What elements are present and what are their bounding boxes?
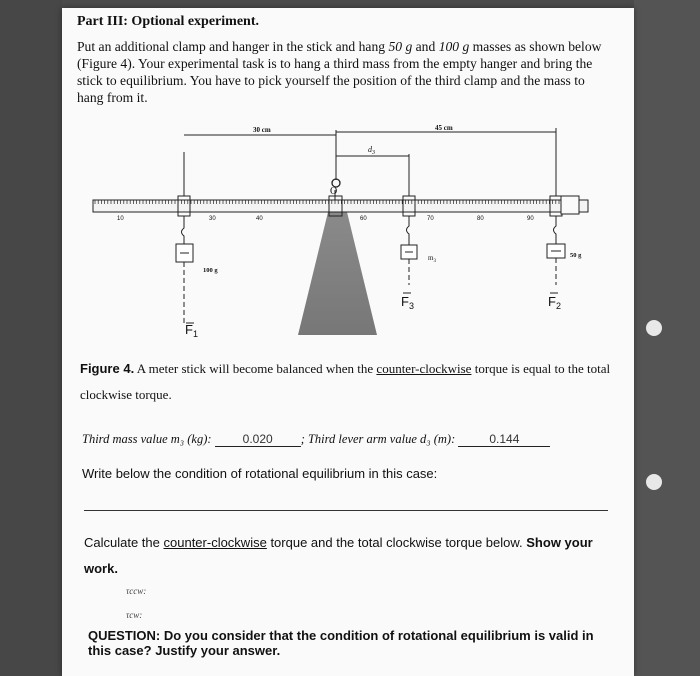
mass-label-m3: $m_3$ (428, 254, 436, 264)
dim-label-d3: $d_3$ (368, 145, 375, 156)
write-prompt: Write below the condition of rotational equilibrium in this case: (82, 466, 438, 481)
scroll-dot (646, 474, 662, 490)
pivot-label: O (330, 186, 338, 197)
tau-cw-note: τcw: (126, 610, 143, 620)
right-background (634, 0, 700, 676)
hanger-right (554, 216, 557, 244)
dim-label-30: 30 cm (253, 126, 271, 134)
figure-4-diagram (85, 120, 595, 352)
hanger-left (182, 216, 185, 244)
tick-label: 30 (209, 216, 216, 222)
lever-arm-field[interactable]: 0.144 (458, 432, 550, 447)
mass-label-50: 50 g (570, 252, 582, 259)
figure-caption: Figure 4. A meter stick will become balanced when the counter-clockwise torque is equal to the total clockwise torque. (80, 361, 611, 402)
tick-label: 70 (427, 216, 434, 222)
calculate-prompt: Calculate the counter-clockwise torque and the total clockwise torque below. Show your work. (84, 535, 593, 576)
scroll-dot (646, 320, 662, 336)
stick-end-box (561, 196, 579, 214)
tick-label: 10 (117, 216, 124, 222)
tau-ccw-note: τccw: (126, 586, 147, 596)
force-label-3: $F_3$ (401, 294, 414, 311)
tick-label: 40 (256, 216, 263, 222)
question-text: QUESTION: Do you consider that the condition of rotational equilibrium is valid in this case? Justify your answer. (88, 628, 594, 658)
mass-label-100: 100 g (203, 267, 218, 274)
meter-stick (93, 200, 588, 212)
hanger-middle (407, 216, 410, 245)
third-mass-field[interactable]: 0.020 (215, 432, 301, 447)
force-label-2: $F_2$ (548, 294, 561, 311)
tick-label: 60 (360, 216, 367, 222)
instructions: Put an additional clamp and hanger in the stick and hang 50 g and 100 g masses as shown below (Figure 4). Your experimental task is to hang a third mass from the empty hanger and bring the stick to equilibrium. You have to pick yourself the position of the third clamp and the mass to hang from it. (77, 39, 602, 105)
tick-label: 90 (527, 216, 534, 222)
tick-label: 80 (477, 216, 484, 222)
left-background (0, 0, 62, 676)
dim-label-45: 45 cm (435, 124, 453, 132)
force-label-1: $F_1$ (185, 322, 198, 339)
pivot-stand (298, 212, 377, 335)
answer-line[interactable] (84, 510, 608, 511)
section-title: Part III: Optional experiment. (77, 14, 259, 29)
answer-row: Third mass value m₃ (kg): 0.020 ; Third lever arm value d₃ (m): 0.144 (82, 432, 622, 447)
